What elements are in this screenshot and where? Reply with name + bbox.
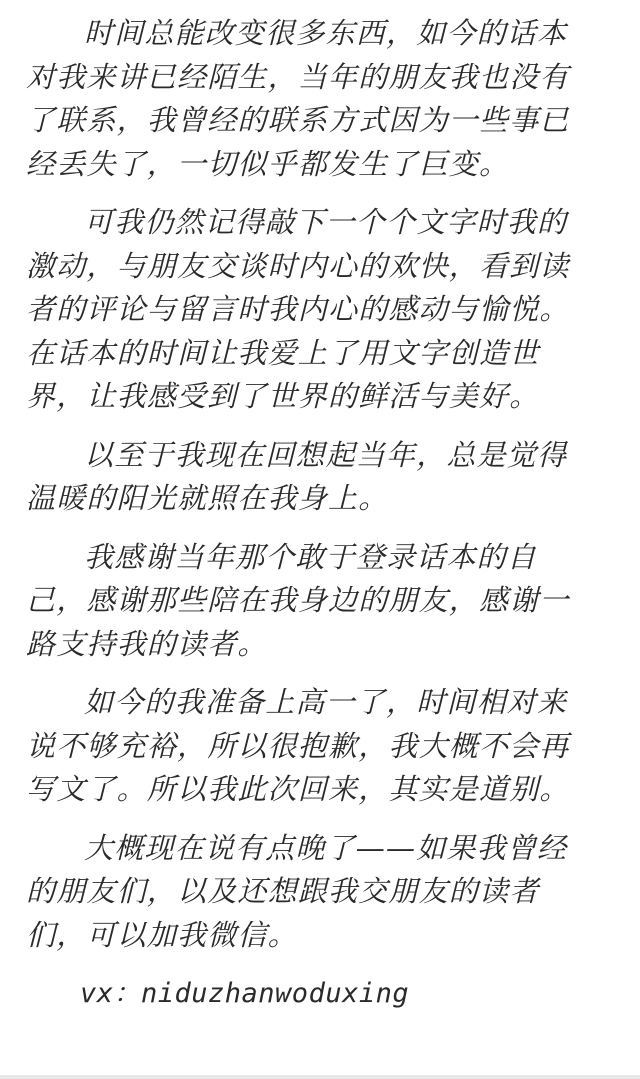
text-line: 我感谢当年那个敢于登录话本的自: [84, 539, 538, 574]
text-line: 大概现在说有点晚了——如果我曾经: [84, 830, 568, 865]
text-line: 经丢失了，一切似乎都发生了巨变。: [26, 146, 510, 181]
text-line: 可我仍然记得敲下一个个文字时我的: [84, 205, 568, 239]
text-line: 激动，与朋友交谈时内心的欢快，看到读: [26, 248, 570, 283]
text-line: 如今的我准备上高一了，时间相对来: [84, 685, 568, 719]
text-line: 路支持我的读者。: [26, 626, 268, 661]
text-line: 说不够充裕，所以很抱歉，我大概不会再: [26, 728, 570, 763]
text-line: 以至于我现在回想起当年，总是觉得: [84, 437, 568, 472]
paragraph-6: [26, 827, 606, 958]
paragraph-3: [26, 434, 606, 521]
text-line: 在话本的时间让我爱上了用文字创造世: [26, 335, 540, 370]
text-line: 们，可以加我微信。: [26, 917, 298, 952]
paragraph-1: [26, 12, 606, 186]
article-body: [26, 12, 606, 1031]
paragraph-2: [26, 201, 606, 419]
bottom-edge: [0, 1075, 640, 1079]
text-line: 了联系，我曾经的联系方式因为一些事已: [26, 103, 570, 137]
text-line: 对我来讲已经陌生，当年的朋友我也没有: [26, 59, 570, 94]
text-line: 时间总能改变很多东西，如今的话本: [84, 16, 568, 50]
wechat-contact: vx：niduzhanwoduxing: [80, 978, 410, 1009]
text-line: 写文了。所以我此次回来，其实是道别。: [26, 772, 570, 806]
text-line: 己，感谢那些陪在我身边的朋友，感谢一: [26, 583, 570, 617]
text-line: 温暖的阳光就照在我身上。: [26, 481, 389, 515]
paragraph-5: [26, 681, 606, 812]
text-line: 的朋友们，以及还想跟我交朋友的读者: [26, 874, 540, 908]
paragraph-4: [26, 536, 606, 667]
text-line: 界，让我感受到了世界的鲜活与美好。: [26, 379, 540, 413]
text-line: 者的评论与留言时我内心的感动与愉悦。: [26, 292, 570, 326]
